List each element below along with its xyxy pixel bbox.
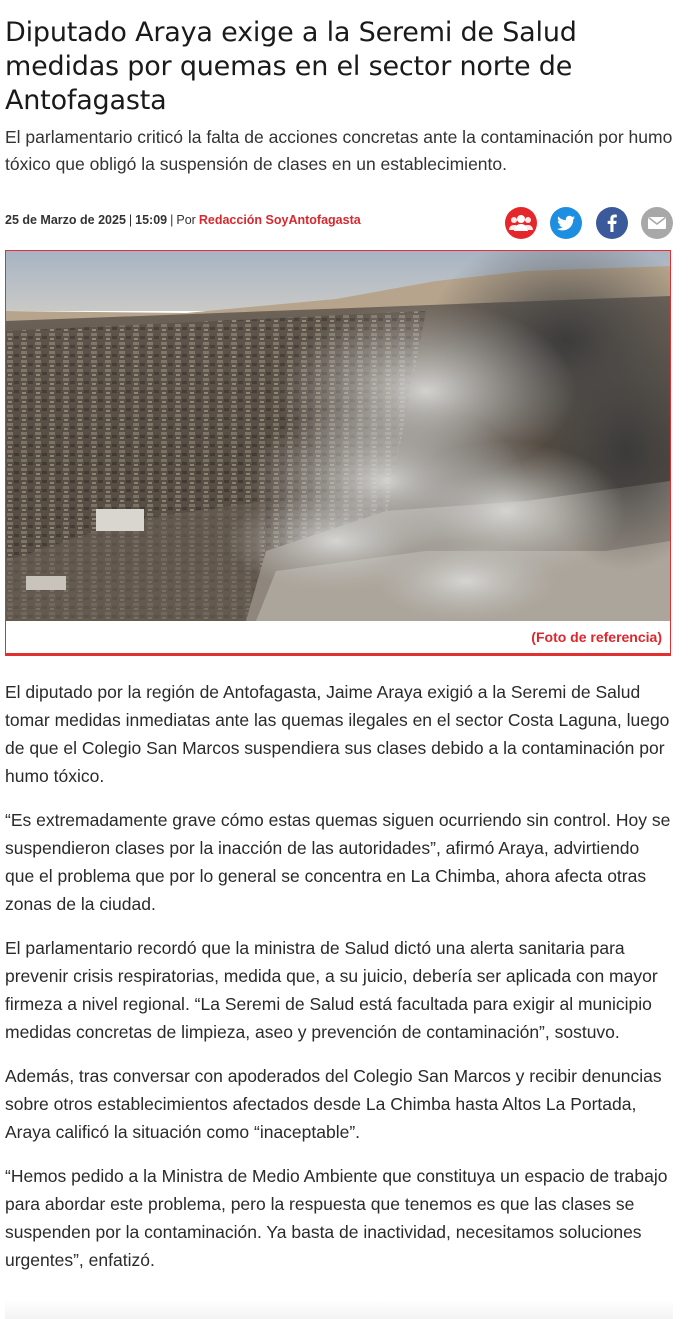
article-date: 25 de Marzo de 2025: [5, 213, 126, 227]
mail-icon: [641, 207, 673, 239]
author-link[interactable]: Redacción SoyAntofagasta: [198, 213, 361, 227]
community-share-button[interactable]: [505, 207, 537, 239]
paragraph: “Hemos pedido a la Ministra de Medio Ambiente que constituya un espacio de trabajo para abordar este problema, pero la respuesta que tenemos es que las clases se suspenden por la contaminación. Ya basta de inactividad, necesitamos soluciones urgentes”, enfatizó.: [5, 1166, 668, 1270]
byline: 25 de Marzo de 2025 | 15:09 | Por Redacción SoyAntofagasta: [5, 213, 361, 227]
facebook-icon: [596, 207, 628, 239]
article-photo-frame: [5, 250, 671, 656]
facebook-share-button[interactable]: [596, 207, 628, 239]
paragraph: El parlamentario recordó que la ministra de Salud dictó una alerta sanitaria para prevenir crisis respiratorias, medida que, a su juicio, debería ser aplicada con mayor firmeza a nivel regional. “La Seremi de Salud está facultada para exigir al municipio medidas concretas de limpieza, aseo y prevención de contaminación”, sostuvo.: [5, 938, 658, 1042]
photo-caption: (Foto de referencia): [531, 629, 662, 645]
by-label: Por: [176, 213, 196, 227]
article-time: 15:09: [135, 213, 168, 227]
paragraph: Además, tras conversar con apoderados del Colegio San Marcos y recibir denuncias sobre otros establecimientos afectados desde La Chimba hasta Altos La Portada, Araya calificó la situación como “inaceptable”.: [5, 1066, 662, 1142]
article-title: Diputado Araya exige a la Seremi de Salud medidas por quemas en el sector norte de Antofagasta: [5, 17, 577, 116]
bottom-fade: [5, 1300, 673, 1319]
community-icon: [505, 207, 537, 239]
article-body: [5, 678, 673, 1290]
twitter-icon: [550, 207, 582, 239]
twitter-share-button[interactable]: [550, 207, 582, 239]
article-subtitle: El parlamentario criticó la falta de acciones concretas ante la contaminación por humo tóxico que obligó la suspensión de clases en un establecimiento.: [5, 127, 673, 174]
paragraph: El diputado por la región de Antofagasta, Jaime Araya exigió a la Seremi de Salud tomar medidas inmediatas ante las quemas ilegales en el sector Costa Laguna, luego de que el Colegio San Marcos suspendiera sus clases debido a la contaminación por humo tóxico.: [5, 682, 670, 786]
share-buttons: [505, 207, 675, 241]
mail-share-button[interactable]: [641, 207, 673, 239]
paragraph: “Es extremadamente grave cómo estas quemas siguen ocurriendo sin control. Hoy se suspendieron clases por la inacción de las autoridades”, afirmó Araya, advirtiendo que el problema que por lo general se concentra en La Chimba, ahora afecta otras zonas de la ciudad.: [5, 810, 671, 914]
article-photo: [6, 251, 670, 621]
